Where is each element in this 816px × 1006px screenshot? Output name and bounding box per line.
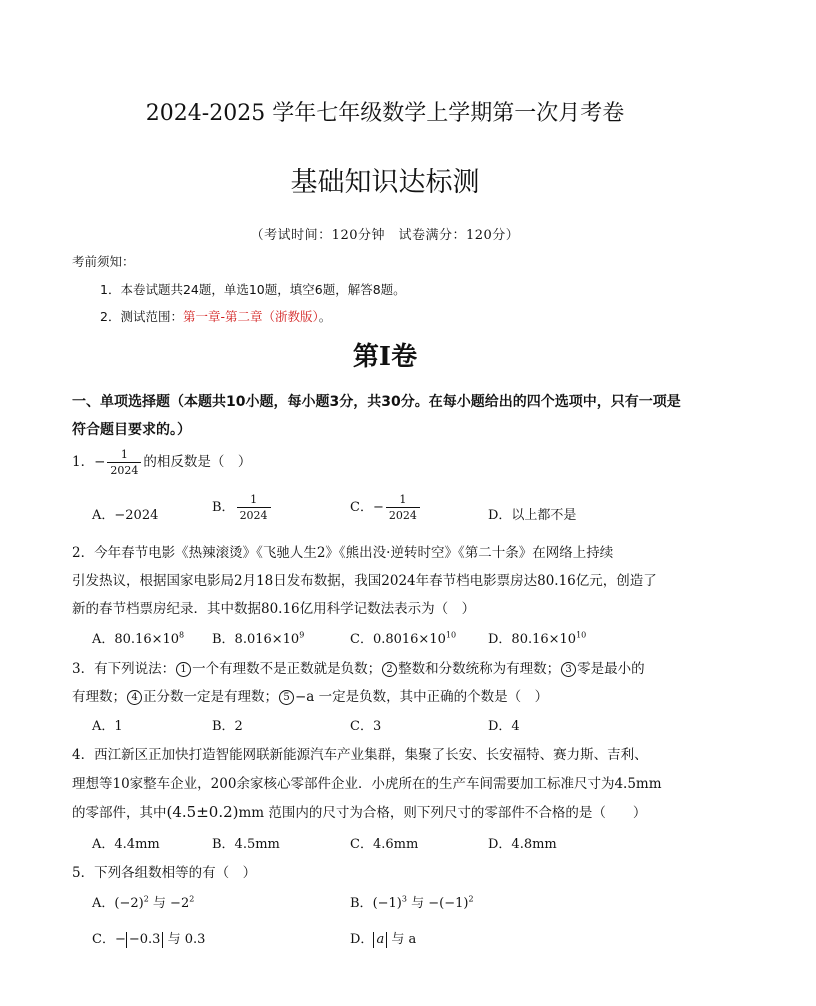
- q1-text: 的相反数是（ ）: [143, 454, 252, 470]
- volume-title: 第Ⅰ卷: [352, 342, 418, 372]
- q5-option-b: [350, 892, 474, 911]
- q2-option-a-exp: 8: [179, 630, 185, 640]
- q5-option-d: [350, 928, 416, 948]
- q3-line-2a: 有理数；: [72, 689, 126, 705]
- q5-option-b-left-exp: 3: [401, 894, 407, 904]
- q2-option-a-base: A．80.16×10: [92, 632, 180, 647]
- q4-range-expression: (4.5±0.2): [166, 803, 239, 821]
- q1-option-c-minus: −: [372, 500, 384, 515]
- question-1: [72, 449, 251, 476]
- q4-option-a: A．4.4mm: [92, 837, 160, 852]
- q5-option-a: [92, 892, 194, 911]
- q3-option-a: A．1: [92, 719, 123, 734]
- q2-option-d: [488, 628, 586, 647]
- circled-number-4: 4: [127, 690, 142, 705]
- q1-fraction-num: 1: [107, 449, 141, 463]
- q2-option-a: [92, 628, 184, 647]
- q2-line-2: 引发热议，根据国家电影局2月18日发布数据，我国2024年春节档电影票房达80.16亿元，创造了: [72, 573, 657, 589]
- q1-option-b-num: 1: [237, 494, 271, 508]
- q3-line-1c: 整数和分数统称为有理数；: [398, 661, 561, 677]
- q1-option-d: D．以上都不是: [488, 508, 577, 523]
- q2-line-1: 2．今年春节电影《热辣滚烫》《飞驰人生2》《熊出没·逆转时空》《第二十条》在网络上持续: [72, 545, 614, 561]
- notice-item-2: [100, 307, 331, 325]
- q3-line-1d: 零是最小的: [577, 661, 645, 677]
- q3-line-2c: −a 一定是负数，其中正确的个数是（ ）: [295, 689, 549, 705]
- q5-option-d-label: D．: [350, 932, 374, 947]
- q5-option-d-abs: a: [373, 932, 387, 948]
- q1-option-c-fraction: [386, 494, 420, 521]
- q3-line-1a: 3．有下列说法：: [72, 661, 176, 677]
- q4-option-c: C．4.6mm: [350, 837, 419, 852]
- q5-option-c-minus: −: [114, 932, 126, 947]
- test-range: 第一章-第二章（浙教版）: [182, 309, 319, 324]
- q2-option-c: [350, 628, 456, 647]
- q1-fraction: [107, 449, 141, 476]
- exam-subtitle: 基础知识达标测: [290, 167, 480, 198]
- q3-line-1: [72, 657, 645, 677]
- q5-option-d-right: 与 a: [387, 932, 417, 947]
- q5-option-c-right: 与 0.3: [163, 932, 206, 947]
- circled-number-5: 5: [279, 690, 294, 705]
- circled-number-2: 2: [382, 662, 397, 677]
- notice-item-2-suffix: 。: [318, 309, 332, 324]
- q5-option-c-label: C．: [92, 932, 115, 947]
- q2-option-b-base: B．8.016×10: [212, 632, 300, 647]
- q3-option-d: D．4: [488, 719, 520, 734]
- q5-text: 5．下列各组数相等的有（ ）: [72, 865, 257, 881]
- q1-fraction-den: 2024: [110, 464, 139, 477]
- circled-number-1: 1: [176, 662, 191, 677]
- q1-option-b-den: 2024: [239, 509, 268, 522]
- section-heading-line-1: 一、单项选择题（本题共10小题，每小题3分，共30分。在每小题给出的四个选项中，只有一项是: [72, 394, 681, 410]
- section-heading-line-2: 符合题目要求的。）: [72, 422, 191, 438]
- q1-option-a: A．−2024: [92, 508, 159, 523]
- q4-line-3c: mm 范围内的尺寸为合格，则下列尺寸的零部件不合格的是（ ）: [238, 805, 647, 821]
- q5-option-b-right-exp: 2: [468, 894, 474, 904]
- q4-line-1: 4．西江新区正加快打造智能网联新能源汽车产业集群，集聚了长安、长安福特、赛力斯、吉利、: [72, 747, 648, 763]
- circled-number-3: 3: [561, 662, 576, 677]
- q3-line-2b: 正分数一定是有理数；: [143, 689, 278, 705]
- q1-minus: −: [94, 454, 106, 470]
- q4-line-2: 理想等10家整车企业，200余家核心零部件企业．小虎所在的生产车间需要加工标准尺寸为4.5mm: [72, 776, 662, 792]
- q3-line-2: [72, 685, 548, 705]
- q3-line-1b: 一个有理数不是正数就是负数；: [192, 661, 382, 677]
- q2-option-b-exp: 9: [299, 630, 305, 640]
- q5-option-a-right: 与 −2: [148, 896, 190, 911]
- q5-option-b-left: (−1): [372, 896, 402, 911]
- q5-option-b-right: 与 −(−1): [406, 896, 469, 911]
- q4-line-3: [72, 801, 646, 821]
- q1-option-c-num: 1: [386, 494, 420, 508]
- q2-option-c-exp: 10: [445, 630, 457, 640]
- q1-option-b-label: B．: [212, 500, 235, 515]
- q2-line-3: 新的春节档票房纪录．其中数据80.16亿用科学记数法表示为（ ）: [72, 601, 476, 617]
- q5-option-a-left-exp: 2: [143, 894, 149, 904]
- q5-option-a-right-exp: 2: [189, 894, 195, 904]
- q1-option-c-den: 2024: [388, 509, 417, 522]
- exam-title: 2024-2025 学年七年级数学上学期第一次月考卷: [145, 101, 625, 126]
- q3-option-b: B．2: [212, 719, 243, 734]
- q5-option-b-label: B．: [350, 896, 373, 911]
- exam-info: （考试时间：120分钟 试卷满分：120分）: [250, 228, 520, 243]
- q1-option-b-fraction: [237, 494, 271, 521]
- q5-option-a-label: A．: [92, 896, 115, 911]
- q2-option-d-base: D．80.16×10: [488, 632, 577, 647]
- q4-option-d: D．4.8mm: [488, 837, 557, 852]
- q2-option-d-exp: 10: [576, 630, 587, 640]
- q4-line-3a: 的零部件，其中: [72, 805, 167, 821]
- q4-option-b: B．4.5mm: [212, 837, 280, 852]
- notice-item-1: 1．本卷试题共24题，单选10题，填空6题，解答8题。: [100, 282, 406, 297]
- q2-option-b: [212, 628, 304, 647]
- q1-number: 1．: [72, 454, 95, 470]
- q5-option-c-abs: −0.3: [126, 932, 164, 948]
- q1-option-c: [350, 494, 422, 521]
- q1-option-b: [212, 494, 273, 521]
- q5-option-c: [92, 928, 205, 948]
- notice-title: 考前须知：: [72, 254, 135, 269]
- q2-option-c-base: C．0.8016×10: [350, 632, 446, 647]
- q1-option-c-label: C．: [350, 500, 373, 515]
- q5-option-a-left: (−2): [114, 896, 144, 911]
- notice-item-2-prefix: 2．测试范围：: [100, 309, 183, 324]
- q3-option-c: C．3: [350, 719, 382, 734]
